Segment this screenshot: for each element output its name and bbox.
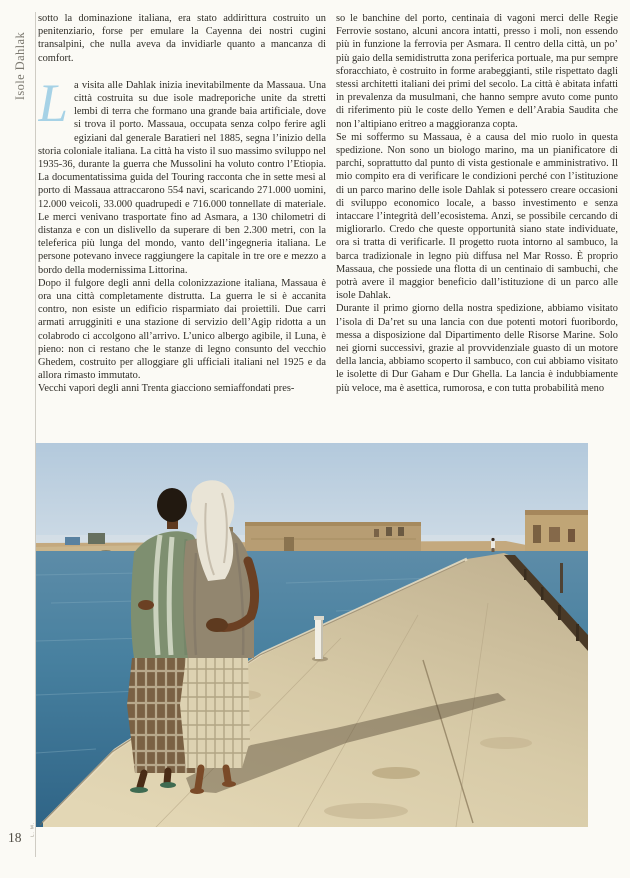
margin-title: Isole Dahlak bbox=[13, 31, 27, 101]
drop-cap: L bbox=[38, 72, 69, 133]
article-left-column bbox=[38, 12, 326, 442]
paragraph: sotto la dominazione italiana, era stato addirittura costruito un penitenziario, forse per emulare la Cayenna dei nostri cugini transalpini, che nulla aveva da invidiarle quanto a mancanza di comfort. bbox=[38, 13, 326, 64]
paragraph: so le banchine del porto, centinaia di vagoni merci delle Regie Ferrovie sostano, alcuni ancora intatti, presso i moli, non essendo più in funzione la ferrovia per Asmara. Il centro della città, un po’ più gaio della semidistrutta zona periferica portuale, ma pur sempre sforacchiato, è costruito in forme arabeggianti, stile rispettato dagli stessi architetti italiani dei primi del secolo. La città è abitata infatti in prevalenza da musulmani, che hanno sempre avuto come punto di riferimento più le coste dello Yemen e dell’Arabia Saudita che non l’altipiano eritreo a maggioranza copta. bbox=[336, 13, 618, 130]
pole bbox=[560, 563, 563, 593]
paragraph: Dopo il fulgore degli anni della colonizzazione italiana, Massaua è ora una città completamente distrutta. La guerra le si è accanita contro, non esiste un edificio risparmiato dai proiettili. Due carri armati arrugginiti e una stazione di servizio dell’Agip ridotta a un colabrodo ci accolgono all’arrivo. L’unico albergo agibile, il Luna, è pieno: non ci restano che le stanze di legno consunto del vecchio Ghedem, costruito per alloggiare gli ufficiali italiani nel 1925 e da allora rimasto immutato. bbox=[38, 277, 326, 382]
paragraph: Se mi soffermo su Massaua, è a causa del mio ruolo in questa spedizione. Non sono un biologo marino, ma un pianificatore di parchi, soprattutto dal punto di vista gestionale e amministrativo. Il mio compito era di verificare le condizioni perché con l’istituzione di un parco marino delle isole Dahlak si potessero creare occasioni di sviluppo economico locale, a basso investimento e senza intaccare l’integrità dell’ecosistema. Anzi, se possibile cercando di migliorarlo. Credo che queste opportunità siano state individuate, ora si tratta di verificarle. Il progetto ruota intorno al sambuco, la barca tradizionale in legno più diffusa nel Mar Rosso. È proprio Massaua, che possiede una flotta di un centinaio di sambuchi, che potrà avere il maggior beneficio dall’istituzione di un parco alle isole Dahlak. bbox=[336, 131, 618, 302]
paragraph-dropcap bbox=[38, 72, 326, 277]
fort-building bbox=[245, 522, 421, 554]
article-right-column bbox=[336, 12, 618, 442]
pier-photo bbox=[36, 443, 588, 827]
blue-tarp-hut bbox=[65, 537, 80, 545]
distant-figure bbox=[491, 538, 495, 552]
page-number: 18 bbox=[8, 830, 22, 845]
paragraph: Durante il primo giorno della nostra spedizione, abbiamo visitato l’isola di Da’ret su una lancia con due potenti motori fuoribordo, messa a disposizione dal Dipartimento delle Risorse Marine. Solo nei giorni successivi, grazie al provvidenziale guasto di un motore della lancia, abbiamo scoperto il sambuco, con cui abbiamo visitato le isolette di Dur Gaham e Dur Ghella. La lancia è indubbiamente più veloce, ma è asettica, rumorosa, e con tutta probabilità meno bbox=[336, 303, 618, 394]
quay-building bbox=[525, 510, 588, 554]
dark-hut bbox=[88, 533, 105, 544]
photo-credit: L. M. bbox=[29, 822, 35, 838]
paragraph-text: a visita alle Dahlak inizia inevitabilmente da Massaua. Una città costruita su due isole madreporiche unite da stretti lembi di terra che formano una grande baia artificiale, dove si trova il porto. Massaua, occupata senza colpo ferire agli egiziani dal generale Baratieri nel 1885, segna l’inizio della storia coloniale italiana. La città ha visto il suo massimo sviluppo nel 1935-36, durante la guerra che Mussolini ha voluto contro l’Etiopia. La documentatissima guida del Touring racconta che in sette mesi al porto di Massaua attraccarono 554 navi, scaricando 271.000 uomini, 12.000 veicoli, 33.000 quadrupedi e 716.000 tonnellate di materiale. Le merci venivano trasportate fino ad Asmara, a 130 chilometri di distanza e con un dislivello da superare di ben 2.300 metri, con la teleferica più lunga del mondo, vanto dell’ingegneria italiana. Le persone potevano invece raggiungere la capitale in tre ore e mezzo a bordo della modernissima Littorina. bbox=[38, 79, 326, 276]
paragraph: Vecchi vapori degli anni Trenta giacciono semiaffondati pres- bbox=[38, 383, 295, 395]
